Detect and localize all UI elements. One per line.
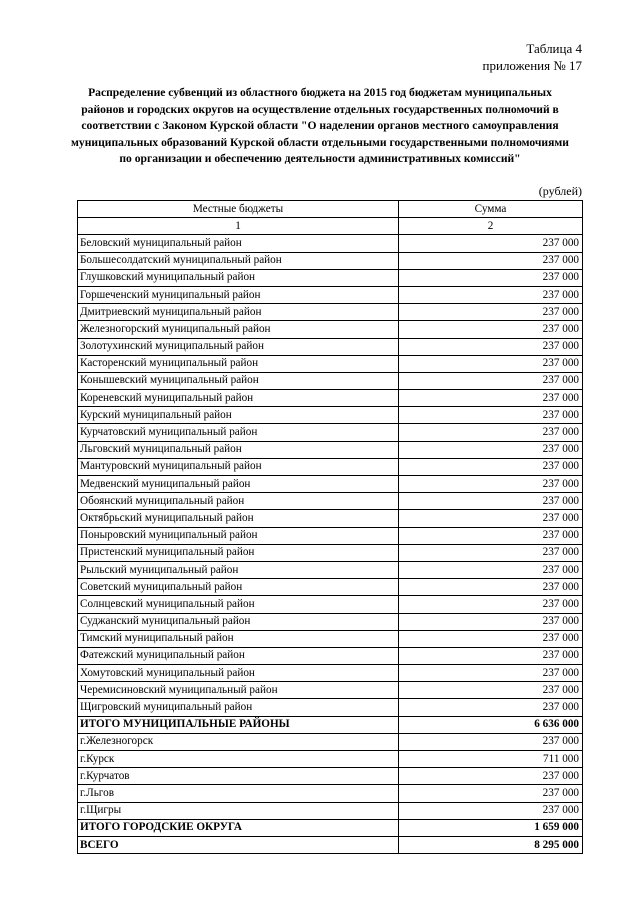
budget-amount: 237 000	[399, 544, 583, 561]
budget-amount: 237 000	[399, 269, 583, 286]
budget-amount: 237 000	[399, 390, 583, 407]
budget-amount: 237 000	[399, 476, 583, 493]
table-row	[78, 235, 583, 252]
budget-amount: 237 000	[399, 647, 583, 664]
budget-name: Конышевский муниципальный район	[78, 372, 399, 389]
table-row	[78, 802, 583, 819]
table-row	[78, 785, 583, 802]
budget-name: Касторенский муниципальный район	[78, 355, 399, 372]
budget-name: Курский муниципальный район	[78, 407, 399, 424]
budget-amount: 237 000	[399, 785, 583, 802]
budget-amount: 237 000	[399, 613, 583, 630]
budget-amount: 237 000	[399, 441, 583, 458]
budget-name: Горшеченский муниципальный район	[78, 286, 399, 303]
budget-name: г.Курчатов	[78, 768, 399, 785]
budget-name: Курчатовский муниципальный район	[78, 424, 399, 441]
table-row	[78, 613, 583, 630]
grand-total-row	[78, 836, 583, 853]
table-row	[78, 630, 583, 647]
budget-name: Хомутовский муниципальный район	[78, 665, 399, 682]
table-row	[78, 424, 583, 441]
table-row	[78, 252, 583, 269]
budget-name: Льговский муниципальный район	[78, 441, 399, 458]
table-row	[78, 768, 583, 785]
budget-name: Большесолдатский муниципальный район	[78, 252, 399, 269]
budget-amount: 237 000	[399, 510, 583, 527]
budget-amount: 237 000	[399, 699, 583, 716]
budget-amount: 237 000	[399, 321, 583, 338]
table-row	[78, 372, 583, 389]
budget-amount: 237 000	[399, 768, 583, 785]
budget-name: Щигровский муниципальный район	[78, 699, 399, 716]
budget-amount: 237 000	[399, 424, 583, 441]
column-header-budgets: Местные бюджеты	[78, 201, 399, 218]
column-number-row	[78, 218, 583, 235]
budget-name: Золотухинский муниципальный район	[78, 338, 399, 355]
budget-amount: 237 000	[399, 286, 583, 303]
budget-name: ИТОГО ГОРОДСКИЕ ОКРУГА	[78, 819, 399, 836]
column-number-1: 1	[78, 218, 399, 235]
budget-name: Черемисиновский муниципальный район	[78, 682, 399, 699]
budget-amount: 711 000	[399, 751, 583, 768]
table-row	[78, 286, 583, 303]
table-row	[78, 682, 583, 699]
budget-amount: 237 000	[399, 235, 583, 252]
table-row	[78, 751, 583, 768]
budget-name: г.Щигры	[78, 802, 399, 819]
appendix-reference	[483, 40, 582, 74]
budget-amount: 237 000	[399, 458, 583, 475]
budget-name: Мантуровский муниципальный район	[78, 458, 399, 475]
budget-amount: 237 000	[399, 802, 583, 819]
table-row	[78, 733, 583, 750]
budget-amount: 237 000	[399, 596, 583, 613]
budget-name: Глушковский муниципальный район	[78, 269, 399, 286]
table-row	[78, 665, 583, 682]
budget-name: Суджанский муниципальный район	[78, 613, 399, 630]
table-row	[78, 544, 583, 561]
table-row	[78, 510, 583, 527]
budget-amount: 237 000	[399, 527, 583, 544]
table-row	[78, 390, 583, 407]
table-number: Таблица 4	[526, 41, 582, 56]
budget-name: Солнцевский муниципальный район	[78, 596, 399, 613]
table-row	[78, 596, 583, 613]
table-row	[78, 561, 583, 578]
budget-name: г.Железногорск	[78, 733, 399, 750]
units-label: (рублей)	[538, 184, 582, 198]
budget-name: ВСЕГО	[78, 836, 399, 853]
table-row	[78, 476, 583, 493]
budget-name: Тимский муниципальный район	[78, 630, 399, 647]
budget-amount: 237 000	[399, 338, 583, 355]
budget-amount: 237 000	[399, 372, 583, 389]
cities-total-row	[78, 819, 583, 836]
budget-name: Железногорский муниципальный район	[78, 321, 399, 338]
budget-name: Дмитриевский муниципальный район	[78, 304, 399, 321]
table-row	[78, 269, 583, 286]
budget-amount: 8 295 000	[399, 836, 583, 853]
budget-amount: 1 659 000	[399, 819, 583, 836]
budget-name: Фатежский муниципальный район	[78, 647, 399, 664]
table-row	[78, 407, 583, 424]
budget-table	[77, 200, 583, 854]
budget-amount: 237 000	[399, 665, 583, 682]
budget-amount: 237 000	[399, 630, 583, 647]
budget-name: Советский муниципальный район	[78, 579, 399, 596]
table-row	[78, 355, 583, 372]
budget-amount: 6 636 000	[399, 716, 583, 733]
table-row	[78, 338, 583, 355]
table-row	[78, 579, 583, 596]
budget-amount: 237 000	[399, 304, 583, 321]
table-header-row	[78, 201, 583, 218]
column-number-2: 2	[399, 218, 583, 235]
budget-name: Медвенский муниципальный район	[78, 476, 399, 493]
table-row	[78, 527, 583, 544]
budget-name: г.Курск	[78, 751, 399, 768]
budget-name: Пристенский муниципальный район	[78, 544, 399, 561]
column-header-amount: Сумма	[399, 201, 583, 218]
districts-total-row	[78, 716, 583, 733]
budget-amount: 237 000	[399, 682, 583, 699]
budget-name: Обоянский муниципальный район	[78, 493, 399, 510]
table-row	[78, 441, 583, 458]
budget-amount: 237 000	[399, 579, 583, 596]
budget-name: Кореневский муниципальный район	[78, 390, 399, 407]
document-title: Распределение субвенций из областного бюджета на 2015 год бюджетам муниципальных районов и городских округов на осуществление отдельных государственных полномочий в соответствии с Законом Курской области "О наделении органов местного самоуправления муниципальных образований Курской области отдельными государственными полномочиями по организации и обеспечению деятельности административных комиссий"	[71, 86, 569, 165]
budget-amount: 237 000	[399, 493, 583, 510]
budget-name: г.Льгов	[78, 785, 399, 802]
table-row	[78, 647, 583, 664]
budget-amount: 237 000	[399, 252, 583, 269]
table-row	[78, 493, 583, 510]
table-row	[78, 321, 583, 338]
table-row	[78, 304, 583, 321]
budget-amount: 237 000	[399, 407, 583, 424]
budget-name: Рыльский муниципальный район	[78, 561, 399, 578]
budget-name: Октябрьский муниципальный район	[78, 510, 399, 527]
budget-name: Поныровский муниципальный район	[78, 527, 399, 544]
budget-name: ИТОГО МУНИЦИПАЛЬНЫЕ РАЙОНЫ	[78, 716, 399, 733]
appendix-number: приложения № 17	[482, 58, 582, 73]
budget-amount: 237 000	[399, 561, 583, 578]
budget-name: Беловский муниципальный район	[78, 235, 399, 252]
budget-amount: 237 000	[399, 355, 583, 372]
table-row	[78, 699, 583, 716]
budget-amount: 237 000	[399, 733, 583, 750]
table-row	[78, 458, 583, 475]
